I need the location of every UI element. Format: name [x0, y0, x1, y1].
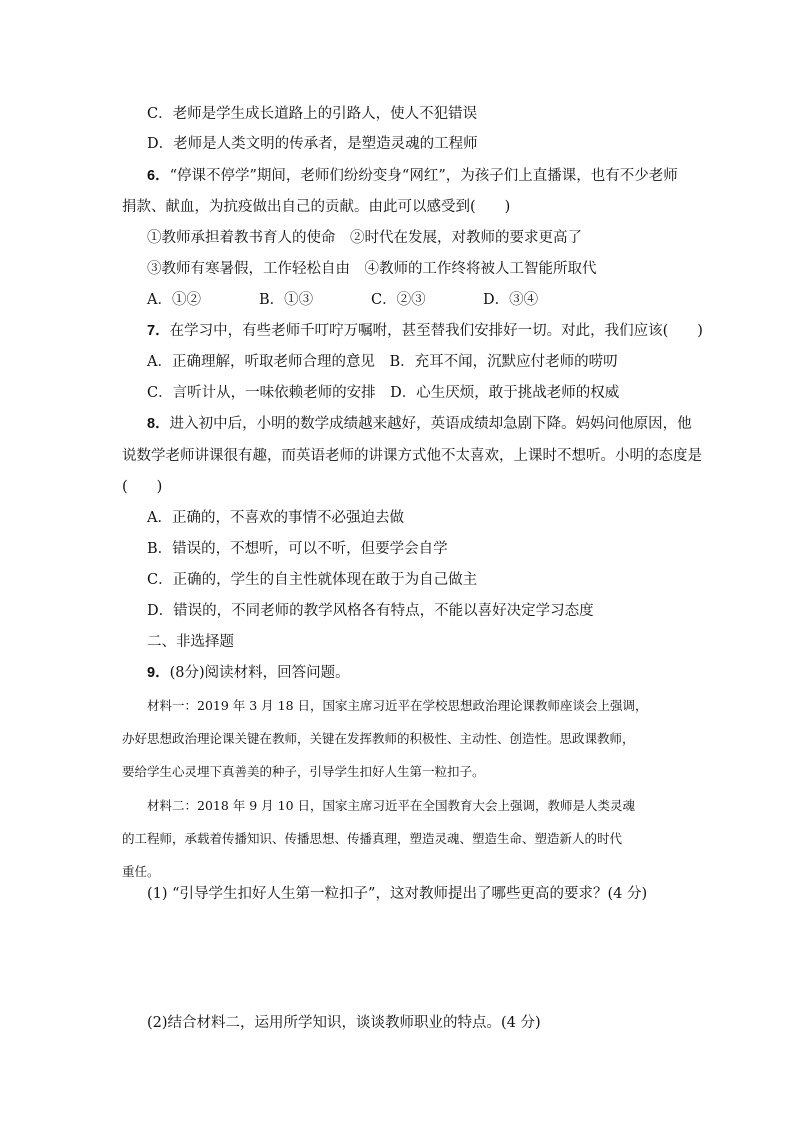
q9-subquestion-1: (1) “引导学生扣好人生第一粒扣子”，这对教师提出了哪些更高的要求？(4 分): [147, 886, 648, 902]
q7-options-cd: C．言听计从，一味依赖老师的安排 D．心生厌烦，敢于挑战老师的权威: [147, 385, 620, 401]
q9-number: 9．: [147, 665, 170, 681]
q6-option-b: B．①③: [259, 292, 314, 308]
q8-stem-text1: 进入初中后，小明的数学成绩越来越好，英语成绩却急剧下降。妈妈问他原因，他: [169, 416, 692, 432]
q6-statements-1: ①教师承担着教书育人的使命 ②时代在发展，对教师的要求更高了: [147, 230, 582, 246]
q6-option-d: D．③④: [483, 292, 539, 308]
q8-option-b: B．错误的，不想听，可以不听，但要学会自学: [147, 541, 448, 557]
q8-stem-line2: 说数学老师讲课很有趣，而英语老师的讲课方式他不太喜欢，上课时不想听。小明的态度是: [122, 448, 702, 464]
q9-stem: [147, 663, 350, 683]
q8-option-c: C．正确的，学生的自主性就体现在敢于为自己做主: [147, 572, 478, 588]
q6-options: [147, 290, 538, 310]
q9-subquestion-2: (2)结合材料二，运用所学知识，谈谈教师职业的特点。(4 分): [147, 1015, 541, 1031]
q6-statements-2: ③教师有寒暑假，工作轻松自由 ④教师的工作终将被人工智能所取代: [147, 261, 597, 277]
q8-option-a: A．正确的，不喜欢的事情不必强迫去做: [147, 510, 404, 526]
q6-option-c: C．②③: [371, 292, 426, 308]
material1-line2: 办好思想政治理论课关键在教师，关键在发挥教师的积极性、主动性、创造性。思政课教师，: [122, 731, 635, 746]
q9-stem-text: (8分)阅读材料，回答问题。: [169, 665, 350, 681]
q8-option-d: D．错误的，不同老师的教学风格各有特点，不能以喜好决定学习态度: [147, 603, 594, 619]
material2-line1: 材料二：2018 年 9 月 10 日，国家主席习近平在全国教育大会上强调，教师是人类灵魂: [147, 798, 636, 813]
q6-number: 6．: [147, 168, 170, 184]
q7-number: 7．: [147, 323, 170, 339]
q8-stem-line3: ( ): [122, 479, 163, 495]
q8-stem-line1: [147, 414, 692, 434]
q6-option-a: A．①②: [147, 292, 201, 308]
material1-line3: 要给学生心灵埋下真善美的种子，引导学生扣好人生第一粒扣子。: [122, 764, 485, 779]
q6-stem-line2: 捐款、献血，为抗疫做出自己的贡献。由此可以感受到( ): [122, 199, 511, 215]
q7-stem-text: 在学习中，有些老师千叮咛万嘱咐，甚至替我们安排好一切。对此，我们应该( ): [169, 323, 703, 339]
material2-line3: 重任。: [122, 864, 160, 879]
q5-option-c: C．老师是学生成长道路上的引路人，使人不犯错误: [147, 106, 478, 122]
q5-option-d: D．老师是人类文明的传承者，是塑造灵魂的工程师: [147, 136, 478, 152]
material1-line1: 材料一：2019 年 3 月 18 日，国家主席习近平在学校思想政治理论课教师座谈会上强调，: [147, 698, 648, 713]
q8-number: 8．: [147, 416, 170, 432]
q6-stem-text1: “停课不停学”期间，老师们纷纷变身“网红”，为孩子们上直播课，也有不少老师: [169, 168, 678, 184]
material2-line2: 的工程师，承载着传播知识、传播思想、传播真理，塑造灵魂、塑造生命、塑造新人的时代: [122, 831, 623, 846]
q7-options-ab: A．正确理解，听取老师合理的意见 B．充耳不闻，沉默应付老师的唠叨: [147, 354, 618, 370]
q7-stem: [147, 321, 703, 341]
section-heading: 二、非选择题: [147, 634, 234, 650]
q6-stem-line1: [147, 166, 678, 186]
